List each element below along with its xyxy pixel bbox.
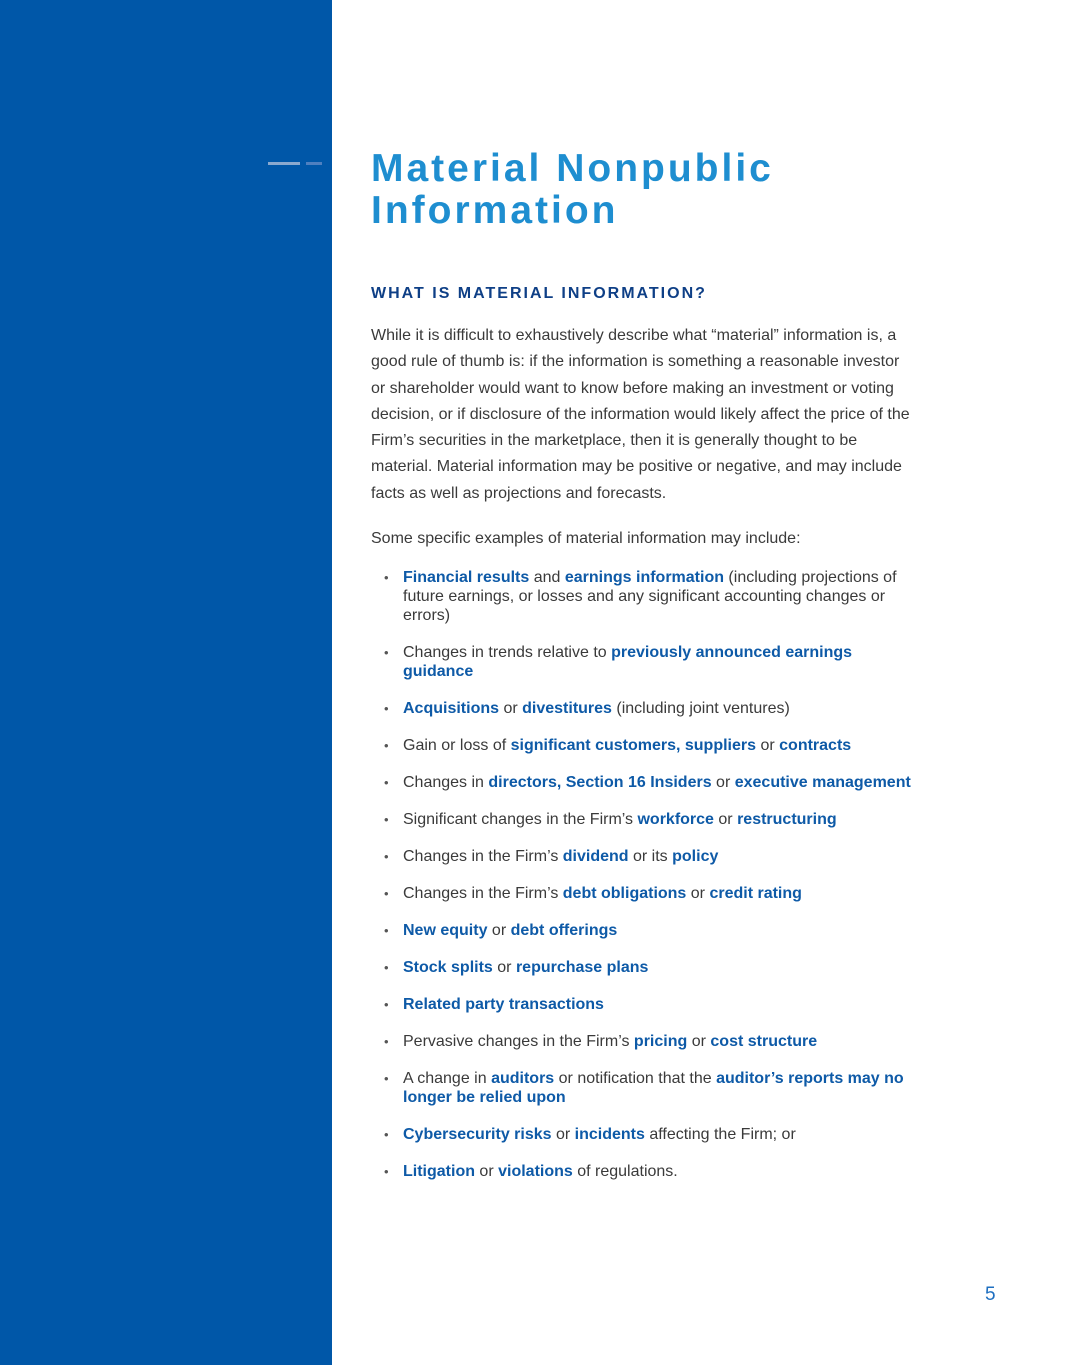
list-item-equity: • New equity or debt offerings — [371, 921, 911, 940]
section-heading: WHAT IS MATERIAL INFORMATION? — [371, 285, 707, 302]
examples-lead-text: Some specific examples of material information may include: — [371, 530, 801, 548]
examples-list — [371, 568, 911, 1181]
decorative-dash-long — [268, 162, 300, 165]
list-item-cybersecurity: • Cybersecurity risks or incidents affecting the Firm; or — [371, 1125, 911, 1144]
page-number: 5 — [985, 1284, 996, 1305]
decorative-dash-short — [306, 162, 322, 165]
list-item-customers: • Gain or loss of significant customers, suppliers or contracts — [371, 736, 911, 755]
list-item-dividend: • Changes in the Firm’s dividend or its policy — [371, 847, 911, 866]
title-line-2: Information — [371, 189, 619, 232]
list-item-acquisitions: • Acquisitions or divestitures (including joint ventures) — [371, 699, 911, 718]
page-title — [371, 148, 911, 232]
main-content — [371, 148, 911, 1199]
list-item-workforce: • Significant changes in the Firm’s workforce or restructuring — [371, 810, 911, 829]
list-item-pricing: • Pervasive changes in the Firm’s pricing or cost structure — [371, 1032, 911, 1051]
list-item-auditors: • A change in auditors or notification that the auditor’s reports may no longer be relied upon — [371, 1069, 911, 1107]
list-item-trends: • Changes in trends relative to previously announced earnings guidance — [371, 643, 911, 681]
list-item-related-party: • Related party transactions — [371, 995, 911, 1014]
sidebar-panel — [0, 0, 332, 1365]
intro-paragraph: While it is difficult to exhaustively describe what “material” information is, a good rule of thumb is: if the information is something a reasonable investor or shareholder would want to know before making an investment or voting decision, or if disclosure of the information would likely affect the price of the Firm’s securities in the marketplace, then it is generally thought to be material. Material information may be positive or negative, and may include facts as well as projections and forecasts. — [371, 327, 910, 502]
list-item-directors: • Changes in directors, Section 16 Insiders or executive management — [371, 773, 911, 792]
title-line-1: Material Nonpublic — [371, 147, 774, 190]
list-item-litigation: • Litigation or violations of regulations. — [371, 1162, 911, 1181]
list-item-debt-obligations: • Changes in the Firm’s debt obligations or credit rating — [371, 884, 911, 903]
list-item-financial-results: • Financial results and earnings information (including projections of future earnings, or losses and any significant accounting changes or errors) — [371, 568, 911, 625]
list-item-stock-splits: • Stock splits or repurchase plans — [371, 958, 911, 977]
